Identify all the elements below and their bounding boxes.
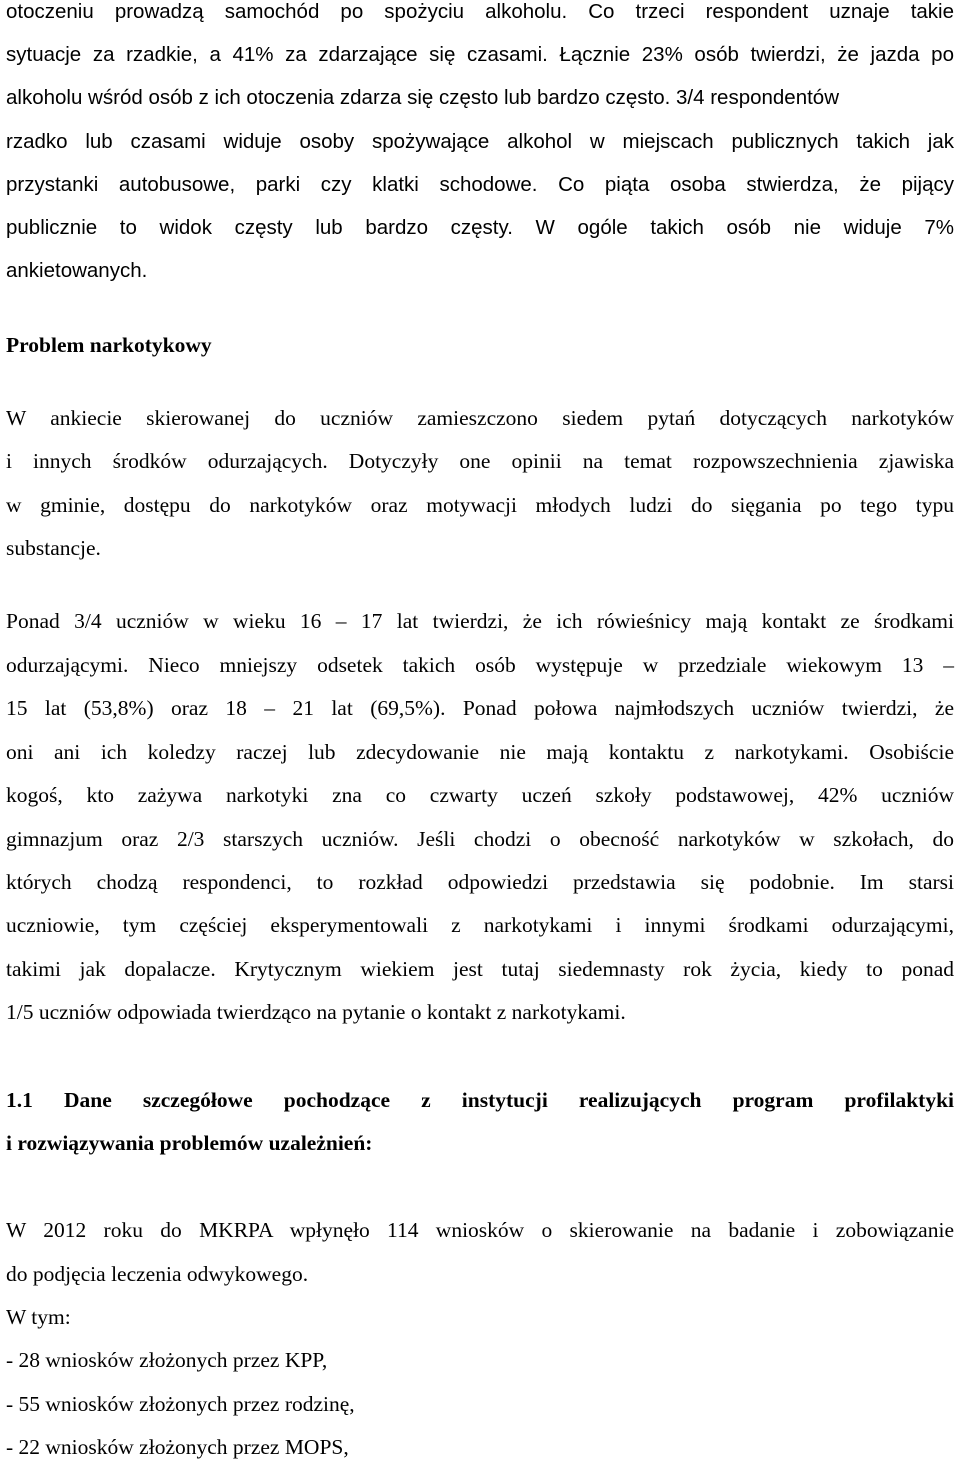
paragraph-line: i innych środków odurzających. Dotyczyły one opinii na temat rozpowszechnienia zjawiska (6, 449, 954, 473)
intro-line: rzadko lub czasami widuje osoby spożywające alkohol w miejscach publicznych takich jak (6, 130, 954, 153)
paragraph-line: do podjęcia leczenia odwykowego. (6, 1262, 309, 1286)
intro-line: przystanki autobusowe, parki czy klatki schodowe. Co piąta osoba stwierdza, że pijący (6, 173, 954, 196)
subsection-heading-line: i rozwiązywania problemów uzależnień: (6, 1131, 373, 1155)
paragraph-line: w gminie, dostępu do narkotyków oraz motywacji młodych ludzi do sięgania po tego typu (6, 493, 954, 517)
subsection-heading-line: 1.1 Dane szczegółowe pochodzące z instytucji realizujących program profilaktyki (6, 1088, 954, 1112)
intro-line: alkoholu wśród osób z ich otoczenia zdarza się często lub bardzo często. 3/4 respondentów (6, 86, 840, 109)
paragraph-line: Ponad 3/4 uczniów w wieku 16 – 17 lat twierdzi, że ich rówieśnicy mają kontakt ze środkami (6, 609, 954, 633)
list-item: - 22 wniosków złożonych przez MOPS, (6, 1435, 349, 1459)
intro-line: sytuacje za rzadkie, a 41% za zdarzające się czasami. Łącznie 23% osób twierdzi, że jazda po (6, 43, 954, 66)
intro-line: ankietowanych. (6, 259, 148, 282)
paragraph-line: oni ani ich koledzy raczej lub zdecydowanie nie mają kontaktu z narkotykami. Osobiście (6, 740, 954, 764)
paragraph-line: substancje. (6, 536, 101, 560)
list-item: - 55 wniosków złożonych przez rodzinę, (6, 1392, 355, 1416)
paragraph-line: kogoś, kto zażywa narkotyki zna co czwarty uczeń szkoły podstawowej, 42% uczniów (6, 783, 954, 807)
intro-line: otoczeniu prowadzą samochód po spożyciu alkoholu. Co trzeci respondent uznaje takie (6, 0, 954, 23)
intro-line: publicznie to widok częsty lub bardzo częsty. W ogóle takich osób nie widuje 7% (6, 216, 954, 239)
paragraph-line: gimnazjum oraz 2/3 starszych uczniów. Jeśli chodzi o obecność narkotyków w szkołach, do (6, 827, 954, 851)
paragraph-line: odurzającymi. Nieco mniejszy odsetek takich osób występuje w przedziale wiekowym 13 – (6, 653, 954, 677)
paragraph-line: takimi jak dopalacze. Krytycznym wiekiem jest tutaj siedemnasty rok życia, kiedy to ponad (6, 957, 954, 981)
paragraph-line: uczniowie, tym częściej eksperymentowali z narkotykami i innymi środkami odurzającymi, (6, 913, 954, 937)
paragraph-line: których chodzą respondenci, to rozkład odpowiedzi przedstawia się podobnie. Im starsi (6, 870, 954, 894)
paragraph-line: W ankiecie skierowanej do uczniów zamieszczono siedem pytań dotyczących narkotyków (6, 406, 954, 430)
section-heading: Problem narkotykowy (6, 333, 212, 357)
list-intro: W tym: (6, 1305, 71, 1329)
list-item: - 28 wniosków złożonych przez KPP, (6, 1348, 328, 1372)
paragraph-line: W 2012 roku do MKRPA wpłynęło 114 wniosków o skierowanie na badanie i zobowiązanie (6, 1218, 954, 1242)
paragraph-line: 15 lat (53,8%) oraz 18 – 21 lat (69,5%). Ponad połowa najmłodszych uczniów twierdzi, że (6, 696, 954, 720)
paragraph-line: 1/5 uczniów odpowiada twierdząco na pytanie o kontakt z narkotykami. (6, 1000, 626, 1024)
